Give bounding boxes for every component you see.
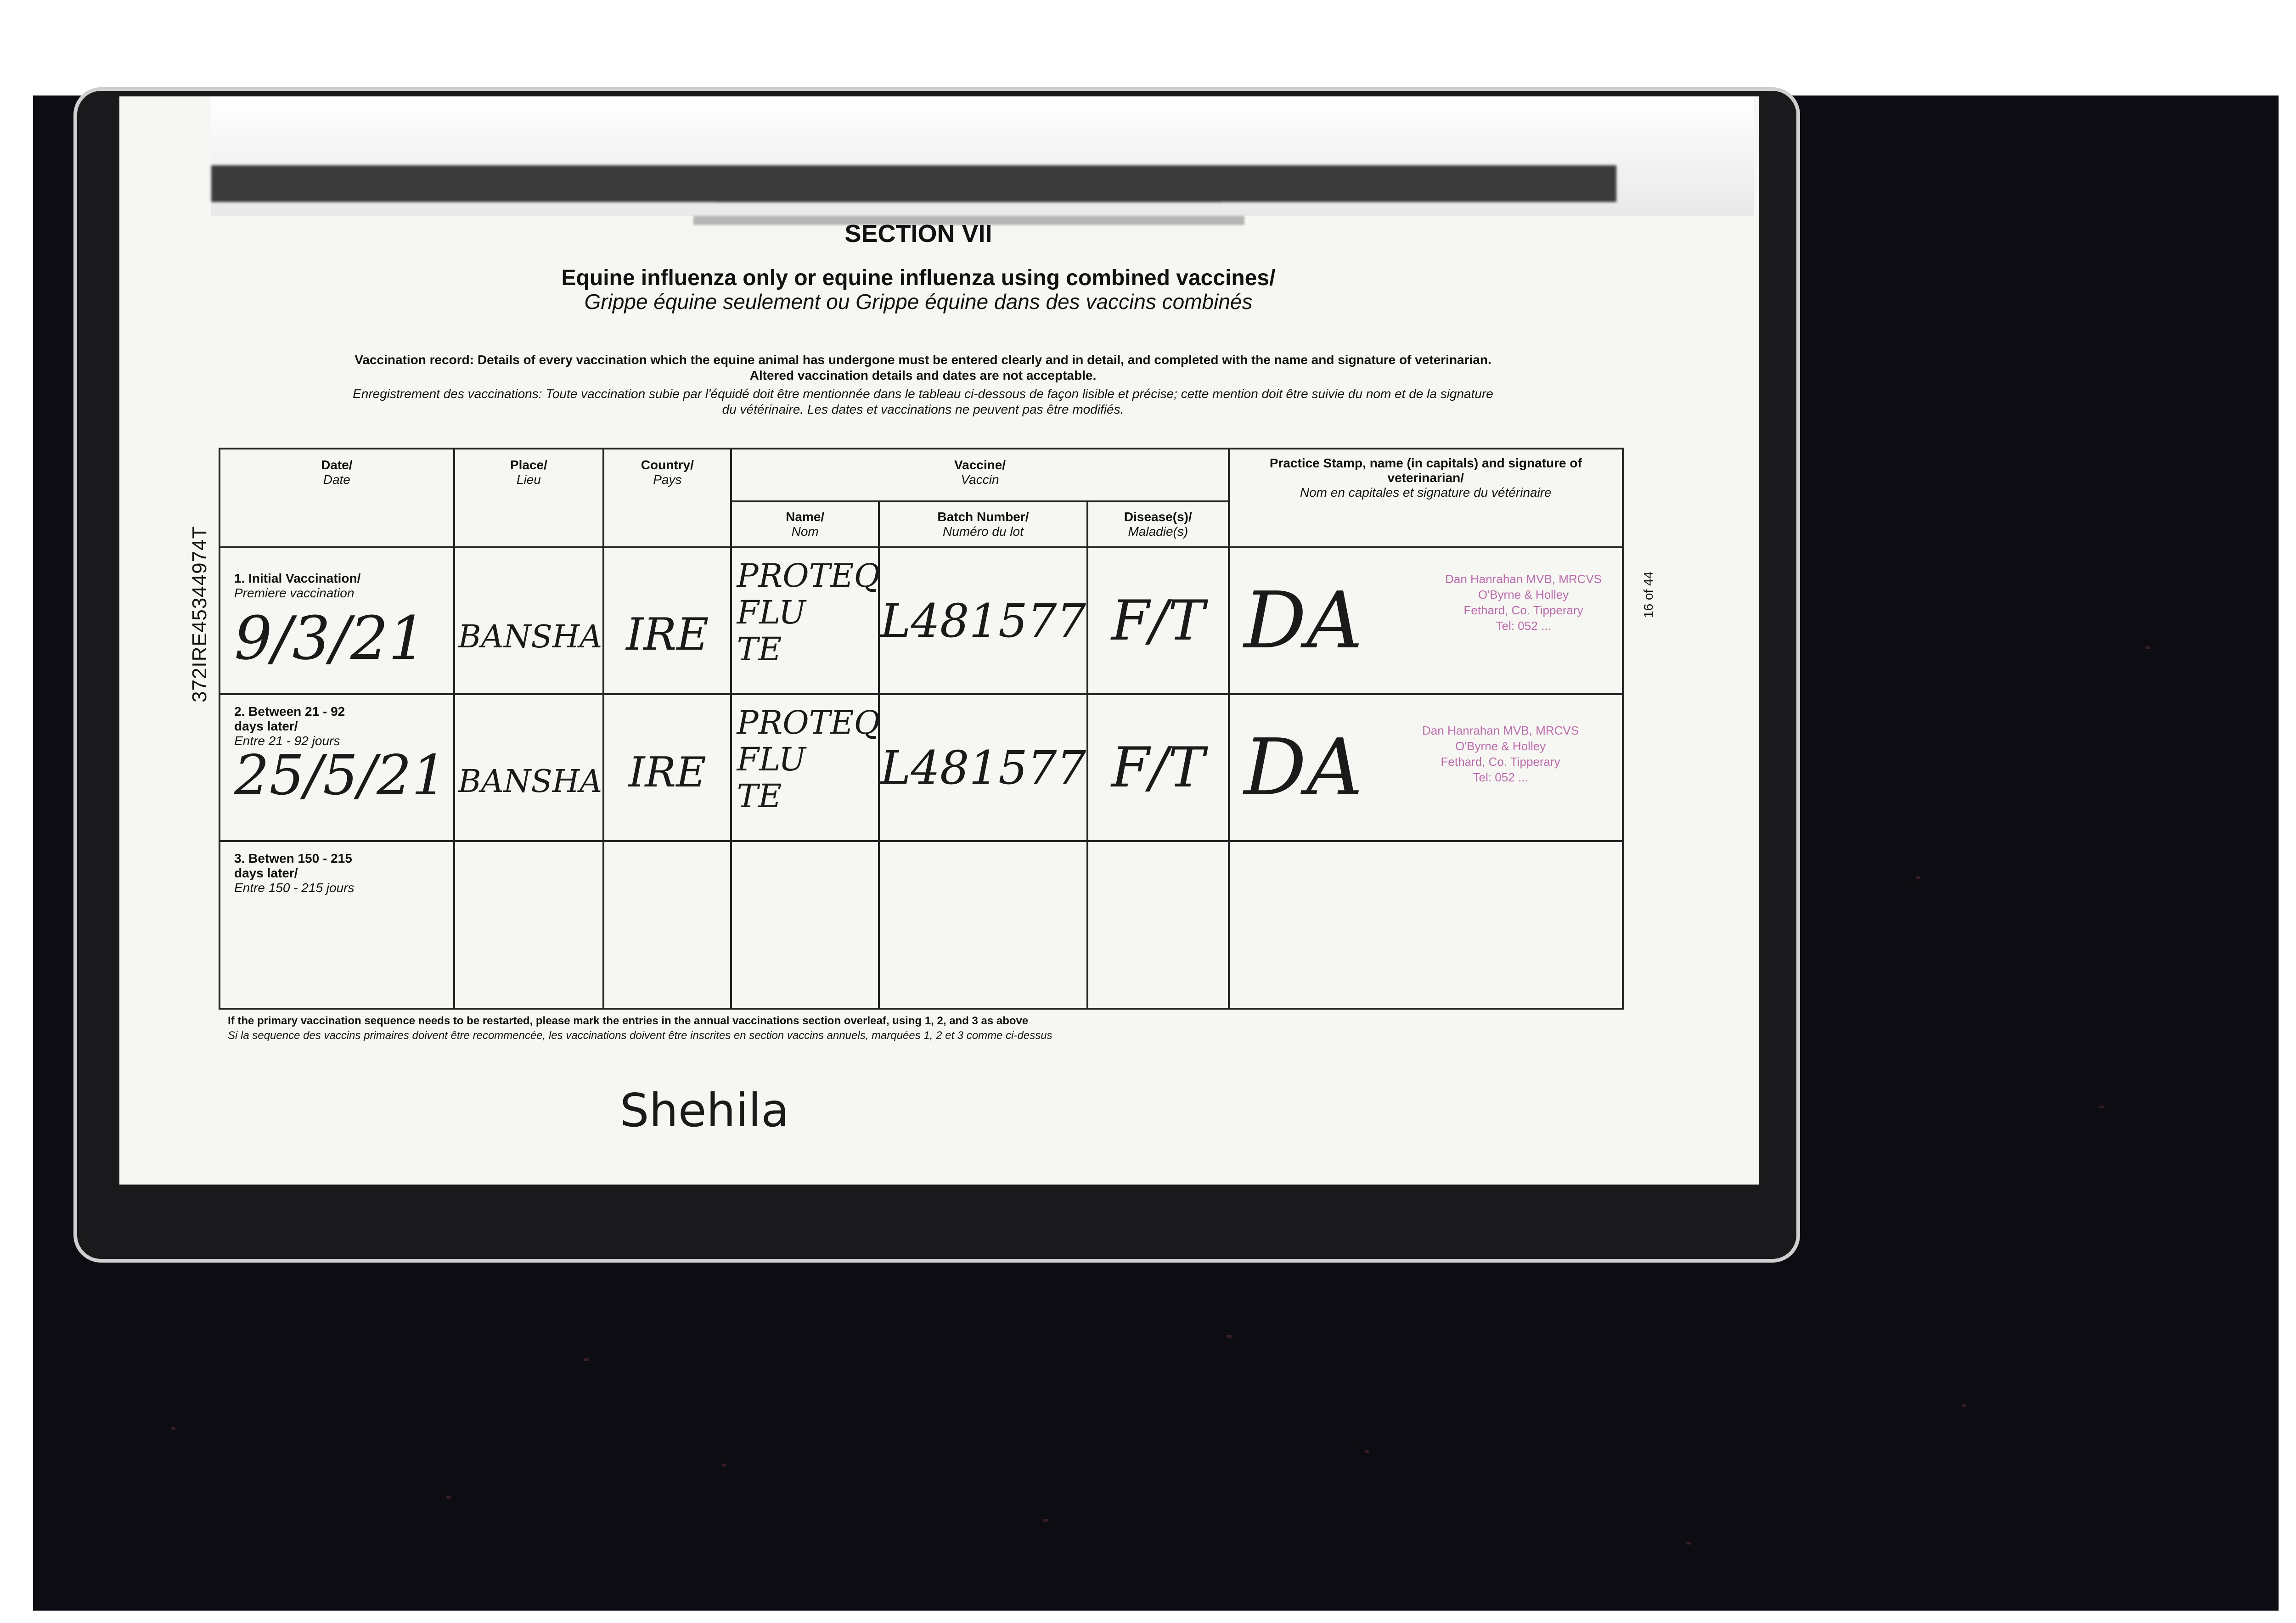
header-place: Place/ Lieu — [454, 449, 604, 547]
row-2-country-cell — [603, 694, 731, 841]
table-row — [219, 547, 1623, 694]
row-2-batch-cell — [879, 694, 1087, 841]
row-2-country: IRE — [628, 748, 706, 797]
row-2-date: 25/5/21 — [234, 744, 447, 808]
row-1-disease: F/T — [1111, 589, 1205, 653]
row-3-country-cell — [603, 841, 731, 1009]
row-1-batch-cell — [879, 547, 1087, 694]
row-2-vaccine-name: PROTEQ FLU TE — [737, 704, 880, 815]
row-3-batch-cell — [879, 841, 1087, 1009]
heading-en: Equine influenza only or equine influenza using combined vaccines/ — [561, 266, 1276, 290]
row-1-vaccine-name: PROTEQ FLU TE — [737, 557, 880, 668]
header-disease: Disease(s)/ Maladie(s) — [1087, 501, 1229, 547]
row-1-place: BANSHA — [458, 618, 602, 655]
header-country: Country/ Pays — [603, 449, 731, 547]
row-2-signature: DA — [1244, 722, 1363, 813]
row-2-stamp: Dan Hanrahan MVB, MRCVS O'Byrne & Holley Fethard, Co. Tipperary Tel: 052 ... — [1422, 724, 1579, 784]
row-3-practice-cell — [1229, 841, 1623, 1009]
row-1-batch: L481577 — [880, 594, 1086, 648]
header-batch: Batch Number/ Numéro du lot — [879, 501, 1087, 547]
section-title: SECTION VII — [844, 220, 992, 247]
row-1-country-cell — [603, 547, 731, 694]
header-practice: Practice Stamp, name (in capitals) and signature of veterinarian/ Nom en capitales et signature du vétérinaire — [1229, 449, 1623, 547]
table-row — [219, 694, 1623, 841]
footnote-en: If the primary vaccination sequence needs to be restarted, please mark the entries in the annual vaccinations section overleaf, using 1, 2, and 3 as above — [228, 1015, 1029, 1027]
row-3-place-cell — [454, 841, 604, 1009]
row-1-place-cell — [454, 547, 604, 694]
row-1-signature: DA — [1244, 575, 1363, 666]
row-2-date-cell: 2. Between 21 - 92 days later/ Entre 21 - 92 jours 25/5/21 — [219, 694, 454, 841]
side-id-wrapper — [188, 471, 211, 700]
row-1-date: 9/3/21 — [234, 603, 427, 673]
row-2-vaccine-cell — [731, 694, 878, 841]
row-1-date-cell: 1. Initial Vaccination/ Premiere vaccination 9/3/21 — [219, 547, 454, 694]
row-2-place-cell — [454, 694, 604, 841]
blurred-header-bar — [211, 165, 1616, 202]
row-2-batch: L481577 — [880, 741, 1086, 795]
row-2-disease: F/T — [1111, 736, 1205, 800]
row-1-country: IRE — [626, 609, 709, 660]
row-1-practice-cell — [1229, 547, 1623, 694]
instructions-en-1: Vaccination record: Details of every vaccination which the equine animal has undergone must be entered clearly and in detail, and completed with the name and signature of veterinarian. — [355, 353, 1491, 367]
page-number: 16 of 44 — [1641, 571, 1655, 618]
row-3-date-cell: 3. Betwen 150 - 215 days later/ Entre 150 - 215 jours — [219, 841, 454, 1009]
row-1-vaccine-cell — [731, 547, 878, 694]
side-id: 372IRE45344974T — [188, 526, 211, 702]
vaccination-table — [219, 448, 1624, 1010]
row-2-place: BANSHA — [458, 763, 602, 800]
row-3-disease-cell — [1087, 841, 1229, 1009]
header-vaccine: Vaccine/ Vaccin — [731, 449, 1228, 501]
row-3-vaccine-cell — [731, 841, 878, 1009]
instructions-fr-2: du vétérinaire. Les dates et vaccinations ne peuvent pas être modifiés. — [722, 402, 1124, 416]
instructions-en-2: Altered vaccination details and dates are not acceptable. — [749, 368, 1097, 382]
footnote-fr: Si la sequence des vaccins primaires doivent être recommencée, les vaccinations doivent être inscrites en section vaccins annuels, marquées 1, 2 et 3 comme ci-dessus — [228, 1029, 1052, 1042]
row-2-practice-cell — [1229, 694, 1623, 841]
row-1-stamp: Dan Hanrahan MVB, MRCVS O'Byrne & Holley Fethard, Co. Tipperary Tel: 052 ... — [1445, 572, 1602, 633]
row-2-disease-cell — [1087, 694, 1229, 841]
row-1-disease-cell — [1087, 547, 1229, 694]
instructions-fr-1: Enregistrement des vaccinations: Toute vaccination subie par l'équidé doit être mentionnée dans le tableau ci-dessous de façon lisible et précise; cette mention doit être suivie du nom et de la signature — [353, 387, 1493, 401]
header-date: Date/ Date — [219, 449, 454, 547]
heading-fr: Grippe équine seulement ou Grippe équine dans des vaccins combinés — [584, 290, 1253, 314]
handwritten-name: Shehila — [620, 1084, 789, 1137]
table-row — [219, 841, 1623, 1009]
header-name: Name/ Nom — [731, 501, 878, 547]
